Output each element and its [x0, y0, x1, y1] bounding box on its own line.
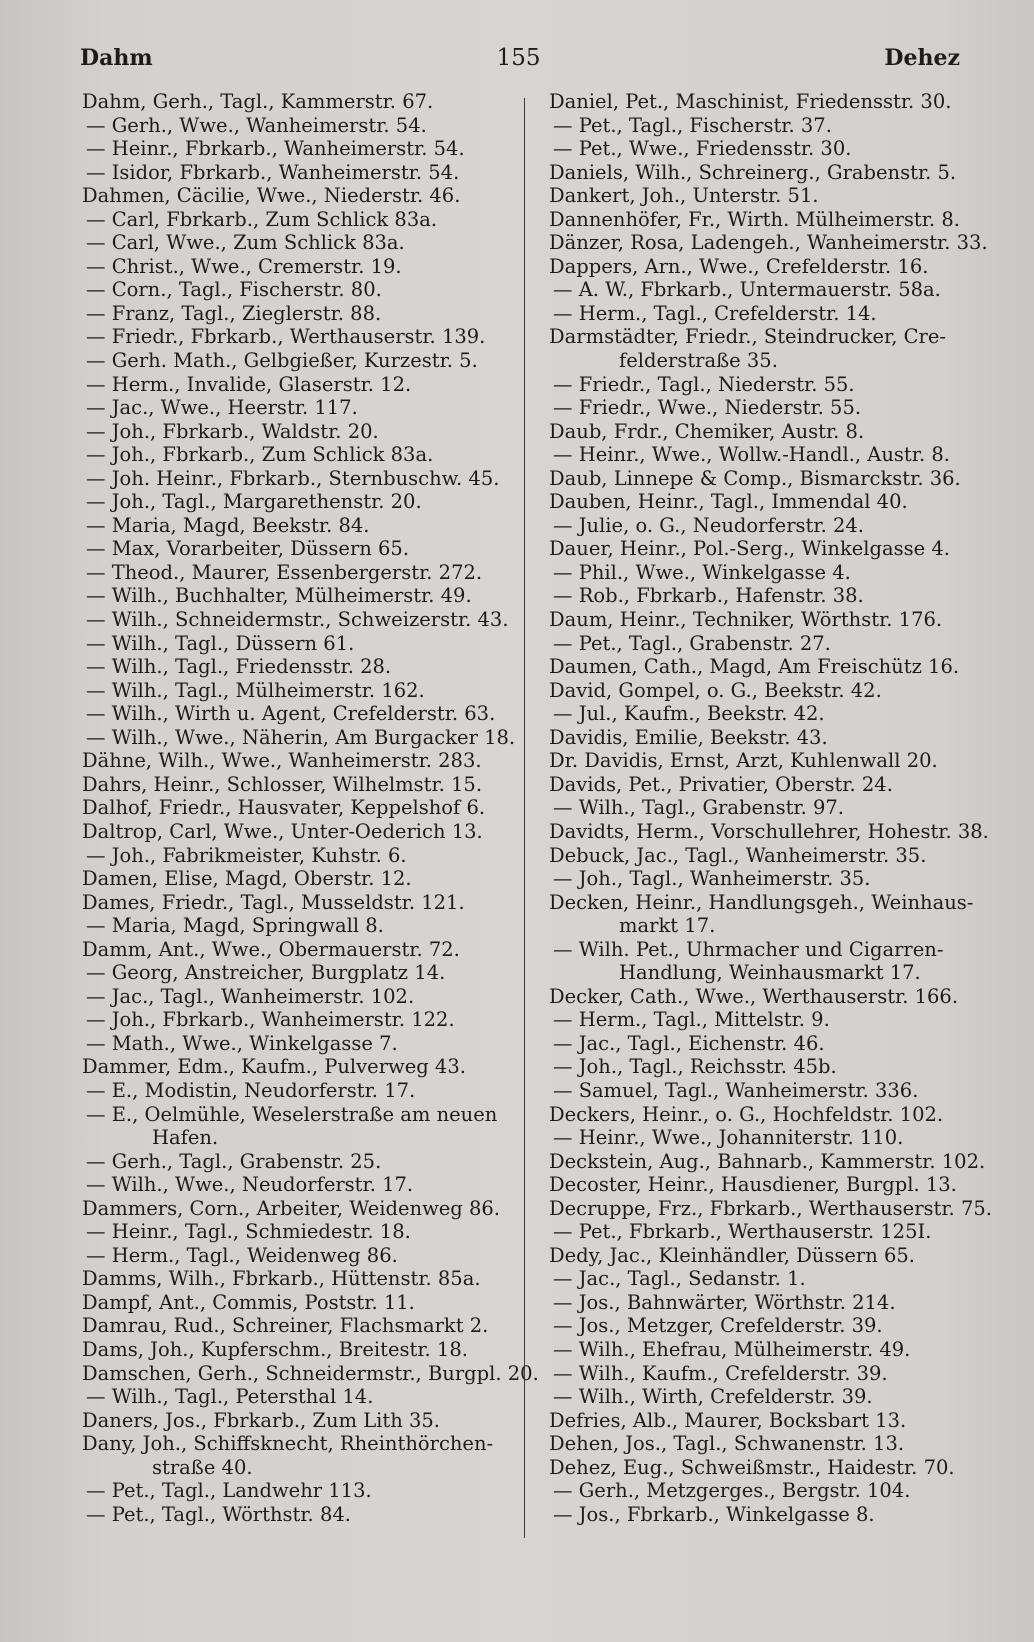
- directory-entry: — Joh., Fabrikmeister, Kuhstr. 6.: [86, 843, 407, 867]
- directory-entry: Damen, Elise, Magd, Oberstr. 12.: [82, 867, 412, 891]
- directory-entry: — Pet., Tagl., Fischerstr. 37.: [553, 113, 832, 137]
- directory-entry: — Franz, Tagl., Zieglerstr. 88.: [86, 301, 382, 325]
- directory-entry: Darmstädter, Friedr., Steindrucker, Cre-: [549, 325, 946, 349]
- directory-entry: — Wilh., Tagl., Düssern 61.: [86, 631, 355, 655]
- directory-entry: Defries, Alb., Maurer, Bocksbart 13.: [549, 1408, 907, 1432]
- directory-entry: Davids, Pet., Privatier, Oberstr. 24.: [549, 772, 893, 796]
- directory-entry: Daum, Heinr., Techniker, Wörthstr. 176.: [549, 608, 943, 632]
- directory-entry: — Pet., Tagl., Wörthstr. 84.: [86, 1502, 351, 1526]
- directory-entry: — Friedr., Tagl., Niederstr. 55.: [553, 372, 855, 396]
- directory-entry: — Maria, Magd, Beekstr. 84.: [86, 513, 370, 537]
- directory-entry: Dappers, Arn., Wwe., Crefelderstr. 16.: [549, 254, 929, 278]
- directory-entry: Decker, Cath., Wwe., Werthauserstr. 166.: [549, 984, 959, 1008]
- directory-entry: — Wilh., Tagl., Mülheimerstr. 162.: [86, 678, 425, 702]
- directory-entry: markt 17.: [619, 914, 716, 938]
- directory-entry: Daniels, Wilh., Schreinerg., Grabenstr. 5.: [549, 160, 957, 184]
- directory-entry: — Wilh., Schneidermstr., Schweizerstr. 43.: [86, 608, 509, 632]
- directory-entry: Deckers, Heinr., o. G., Hochfeldstr. 102.: [549, 1102, 944, 1126]
- directory-entry: — Joh., Fbrkarb., Zum Schlick 83a.: [86, 443, 434, 467]
- directory-entry: Daltrop, Carl, Wwe., Unter-Oederich 13.: [82, 819, 483, 843]
- directory-entry: — Carl, Wwe., Zum Schlick 83a.: [86, 231, 405, 255]
- directory-entry: Dauben, Heinr., Tagl., Immendal 40.: [549, 490, 908, 514]
- directory-entry: — Wilh., Tagl., Petersthal 14.: [86, 1385, 374, 1409]
- directory-entry: Decoster, Heinr., Hausdiener, Burgpl. 13.: [549, 1173, 957, 1197]
- directory-entry: — Joh. Heinr., Fbrkarb., Sternbuschw. 45.: [86, 466, 500, 490]
- directory-entry: Dauer, Heinr., Pol.-Serg., Winkelgasse 4.: [549, 537, 950, 561]
- directory-entry: Damm, Ant., Wwe., Obermauerstr. 72.: [82, 937, 460, 961]
- directory-entry: — Joh., Fbrkarb., Waldstr. 20.: [86, 419, 379, 443]
- directory-entry: Dähne, Wilh., Wwe., Wanheimerstr. 283.: [82, 749, 482, 773]
- directory-entry: — Jac., Wwe., Heerstr. 117.: [86, 396, 358, 420]
- directory-entry: — Jul., Kaufm., Beekstr. 42.: [553, 702, 825, 726]
- directory-entry: Dahrs, Heinr., Schlosser, Wilhelmstr. 15.: [82, 772, 483, 796]
- directory-entry: — Wilh., Wwe., Neudorferstr. 17.: [86, 1173, 414, 1197]
- directory-entry: — Jac., Tagl., Wanheimerstr. 102.: [86, 984, 415, 1008]
- directory-entry: Debuck, Jac., Tagl., Wanheimerstr. 35.: [549, 843, 927, 867]
- directory-entry: — Heinr., Fbrkarb., Wanheimerstr. 54.: [86, 137, 465, 161]
- right-column: [549, 90, 992, 1526]
- directory-entry: Damrau, Rud., Schreiner, Flachsmarkt 2.: [82, 1314, 489, 1338]
- directory-entry: Dammer, Edm., Kaufm., Pulverweg 43.: [82, 1055, 466, 1079]
- directory-entry: straße 40.: [152, 1455, 253, 1479]
- directory-entry: — Friedr., Wwe., Niederstr. 55.: [553, 396, 862, 420]
- directory-entry: Daniel, Pet., Maschinist, Friedensstr. 30.: [549, 90, 952, 113]
- directory-entry: — Herm., Tagl., Mittelstr. 9.: [553, 1008, 830, 1032]
- directory-entry: — Christ., Wwe., Cremerstr. 19.: [86, 254, 402, 278]
- directory-entry: — Herm., Tagl., Weidenweg 86.: [86, 1243, 398, 1267]
- directory-entry: — Wilh., Kaufm., Crefelderstr. 39.: [553, 1361, 888, 1385]
- directory-entry: Deckstein, Aug., Bahnarb., Kammerstr. 102.: [549, 1149, 986, 1173]
- directory-entry: — Rob., Fbrkarb., Hafenstr. 38.: [553, 584, 864, 608]
- directory-entry: Dr. Davidis, Ernst, Arzt, Kuhlenwall 20.: [549, 749, 938, 773]
- directory-entry: — Phil., Wwe., Winkelgasse 4.: [553, 560, 851, 584]
- directory-entry: — Gerh., Metzgerges., Bergstr. 104.: [553, 1479, 911, 1503]
- directory-entry: Dänzer, Rosa, Ladengeh., Wanheimerstr. 33.: [549, 231, 988, 255]
- directory-entry: — Pet., Tagl., Landwehr 113.: [86, 1479, 372, 1503]
- directory-entry: Dehen, Jos., Tagl., Schwanenstr. 13.: [549, 1432, 905, 1456]
- directory-entry: Daners, Jos., Fbrkarb., Zum Lith 35.: [82, 1408, 441, 1432]
- directory-entry: — Max, Vorarbeiter, Düssern 65.: [86, 537, 410, 561]
- directory-entry: Dames, Friedr., Tagl., Musseldstr. 121.: [82, 890, 465, 914]
- directory-entry: Dehez, Eug., Schweißmstr., Haidestr. 70.: [549, 1455, 955, 1479]
- directory-entry: — Georg, Anstreicher, Burgplatz 14.: [86, 961, 446, 985]
- directory-entry: Damschen, Gerh., Schneidermstr., Burgpl. 20.: [82, 1361, 539, 1385]
- directory-entry: — E., Modistin, Neudorferstr. 17.: [86, 1078, 416, 1102]
- directory-entry: — Jos., Fbrkarb., Winkelgasse 8.: [553, 1502, 875, 1526]
- directory-entry: — Carl, Fbrkarb., Zum Schlick 83a.: [86, 207, 438, 231]
- directory-entry: — Jos., Metzger, Crefelderstr. 39.: [553, 1314, 883, 1338]
- directory-entry: Daub, Frdr., Chemiker, Austr. 8.: [549, 419, 865, 443]
- directory-entry: — A. W., Fbrkarb., Untermauerstr. 58a.: [553, 278, 941, 302]
- directory-entry: — Math., Wwe., Winkelgasse 7.: [86, 1031, 398, 1055]
- directory-entry: — Herm., Invalide, Glaserstr. 12.: [86, 372, 412, 396]
- directory-entry: Dany, Joh., Schiffsknecht, Rheinthörchen-: [82, 1432, 494, 1456]
- directory-entry: — Corn., Tagl., Fischerstr. 80.: [86, 278, 382, 302]
- header-right-keyword: Dehez: [884, 45, 960, 71]
- directory-entry: — Julie, o. G., Neudorferstr. 24.: [553, 513, 864, 537]
- page-number: 155: [496, 45, 541, 71]
- directory-entry: — Jac., Tagl., Sedanstr. 1.: [553, 1267, 806, 1291]
- directory-entry: — Wilh., Wwe., Näherin, Am Burgacker 18.: [86, 725, 516, 749]
- directory-entry: — Heinr., Tagl., Schmiedestr. 18.: [86, 1220, 411, 1244]
- directory-entry: — Joh., Tagl., Wanheimerstr. 35.: [553, 867, 871, 891]
- directory-entry: — Theod., Maurer, Essenbergerstr. 272.: [86, 560, 483, 584]
- directory-entry: Dedy, Jac., Kleinhändler, Düssern 65.: [549, 1243, 915, 1267]
- directory-entry: Davidts, Herm., Vorschullehrer, Hohestr. 38.: [549, 819, 989, 843]
- directory-entry: — Samuel, Tagl., Wanheimerstr. 336.: [553, 1078, 919, 1102]
- directory-entry: Dams, Joh., Kupferschm., Breitestr. 18.: [82, 1337, 468, 1361]
- header-left-keyword: Dahm: [80, 45, 153, 71]
- directory-entry: — Wilh. Pet., Uhrmacher und Cigarren-: [553, 937, 944, 961]
- directory-entry: — Friedr., Fbrkarb., Werthauserstr. 139.: [86, 325, 486, 349]
- directory-entry: — Joh., Fbrkarb., Wanheimerstr. 122.: [86, 1008, 455, 1032]
- directory-entry: — Heinr., Wwe., Johanniterstr. 110.: [553, 1126, 904, 1150]
- directory-entry: — Gerh., Tagl., Grabenstr. 25.: [86, 1149, 382, 1173]
- directory-entry: Dammers, Corn., Arbeiter, Weidenweg 86.: [82, 1196, 500, 1220]
- directory-entry: David, Gompel, o. G., Beekstr. 42.: [549, 678, 882, 702]
- directory-entry: Dahm, Gerh., Tagl., Kammerstr. 67.: [82, 90, 434, 113]
- directory-entry: Damms, Wilh., Fbrkarb., Hüttenstr. 85a.: [82, 1267, 481, 1291]
- directory-entry: — Wilh., Buchhalter, Mülheimerstr. 49.: [86, 584, 472, 608]
- directory-entry: — Joh., Tagl., Margarethenstr. 20.: [86, 490, 422, 514]
- directory-entry: — Isidor, Fbrkarb., Wanheimerstr. 54.: [86, 160, 460, 184]
- directory-entry: — Joh., Tagl., Reichsstr. 45b.: [553, 1055, 837, 1079]
- directory-entry: — Maria, Magd, Springwall 8.: [86, 914, 384, 938]
- directory-entry: Dankert, Joh., Unterstr. 51.: [549, 184, 819, 208]
- directory-entry: Davidis, Emilie, Beekstr. 43.: [549, 725, 828, 749]
- directory-entry: Handlung, Weinhausmarkt 17.: [619, 961, 921, 985]
- directory-entry: Dampf, Ant., Commis, Poststr. 11.: [82, 1290, 415, 1314]
- column-divider: [524, 98, 525, 1538]
- directory-entry: felderstraße 35.: [619, 349, 778, 373]
- directory-entry: — Herm., Tagl., Crefelderstr. 14.: [553, 301, 877, 325]
- directory-entry: — Heinr., Wwe., Wollw.-Handl., Austr. 8.: [553, 443, 950, 467]
- directory-entry: — Wilh., Tagl., Friedensstr. 28.: [86, 655, 392, 679]
- directory-entry: Daumen, Cath., Magd, Am Freischütz 16.: [549, 655, 960, 679]
- directory-entry: Dannenhöfer, Fr., Wirth. Mülheimerstr. 8.: [549, 207, 960, 231]
- directory-entry: Decken, Heinr., Handlungsgeh., Weinhaus-: [549, 890, 974, 914]
- directory-entry: — Gerh. Math., Gelbgießer, Kurzestr. 5.: [86, 349, 478, 373]
- directory-entry: — E., Oelmühle, Weselerstraße am neuen: [86, 1102, 498, 1126]
- directory-entry: — Gerh., Wwe., Wanheimerstr. 54.: [86, 113, 427, 137]
- directory-entry: Decruppe, Frz., Fbrkarb., Werthauserstr. 75.: [549, 1196, 992, 1220]
- left-column: [82, 90, 539, 1526]
- directory-entry: — Jos., Bahnwärter, Wörthstr. 214.: [553, 1290, 896, 1314]
- directory-entry: Dalhof, Friedr., Hausvater, Keppelshof 6.: [82, 796, 486, 820]
- directory-entry: — Pet., Wwe., Friedensstr. 30.: [553, 137, 852, 161]
- directory-entry: — Wilh., Wirth u. Agent, Crefelderstr. 63.: [86, 702, 496, 726]
- directory-entry: — Jac., Tagl., Eichenstr. 46.: [553, 1031, 825, 1055]
- directory-entry: Daub, Linnepe & Comp., Bismarckstr. 36.: [549, 466, 961, 490]
- directory-entry: — Wilh., Wirth, Crefelderstr. 39.: [553, 1385, 873, 1409]
- page-header: [80, 40, 960, 76]
- directory-entry: Dahmen, Cäcilie, Wwe., Niederstr. 46.: [82, 184, 461, 208]
- directory-entry: — Pet., Fbrkarb., Werthauserstr. 125I.: [553, 1220, 932, 1244]
- directory-entry: — Wilh., Tagl., Grabenstr. 97.: [553, 796, 844, 820]
- directory-entry: Hafen.: [152, 1126, 219, 1150]
- directory-entry: — Wilh., Ehefrau, Mülheimerstr. 49.: [553, 1337, 911, 1361]
- directory-entry: — Pet., Tagl., Grabenstr. 27.: [553, 631, 831, 655]
